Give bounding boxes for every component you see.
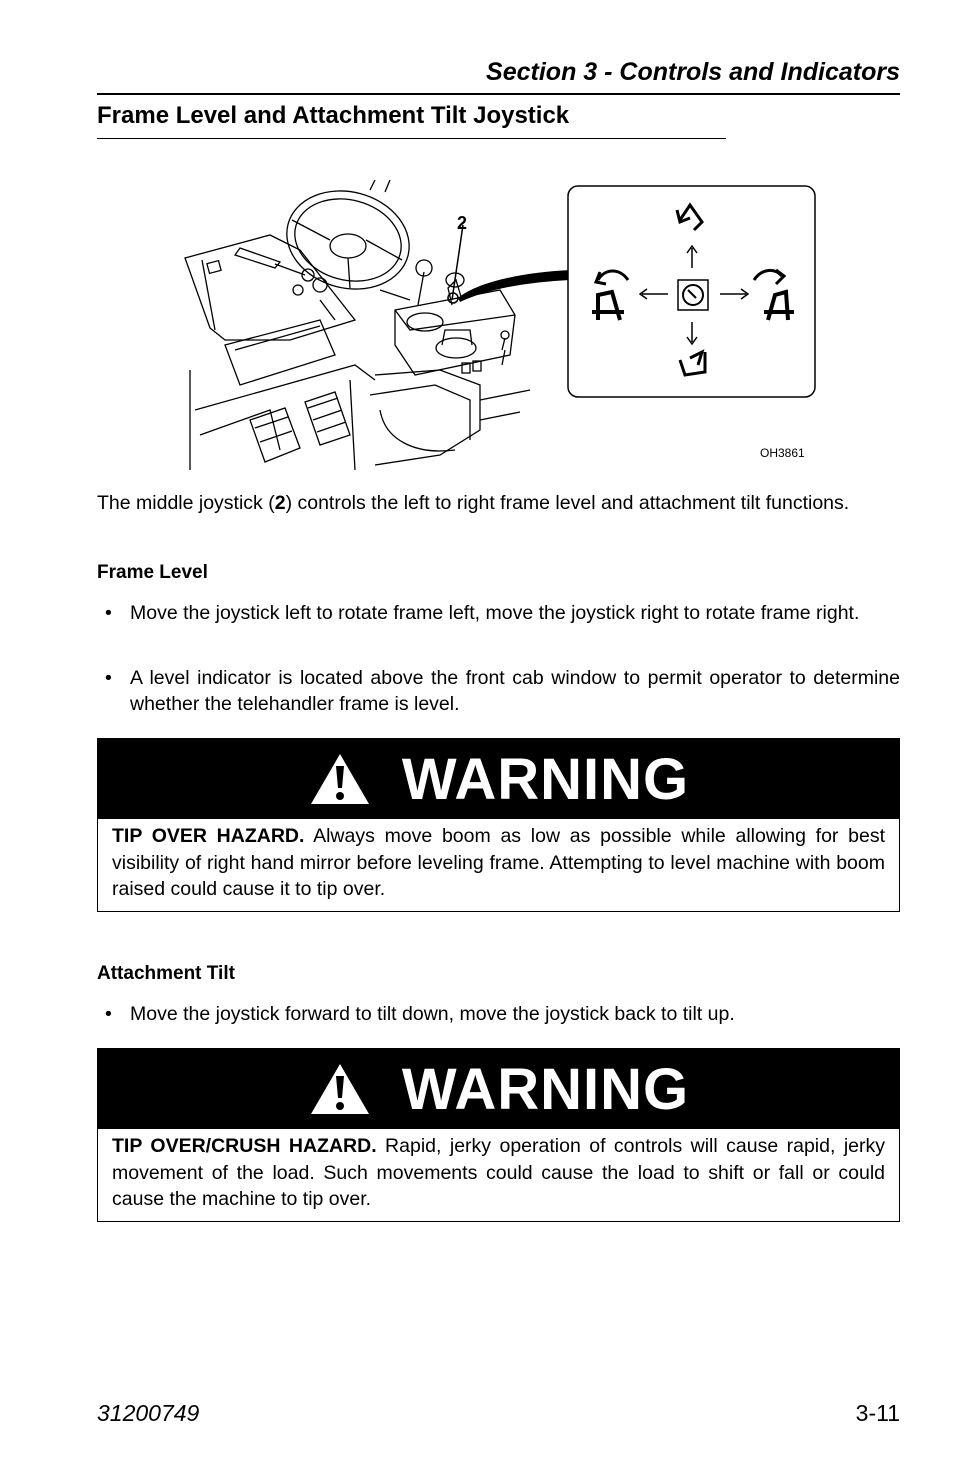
warning-box-tip-over xyxy=(97,738,900,912)
list-item: • Move the joystick left to rotate frame left, move the joystick right to rotate frame right. xyxy=(105,602,860,624)
list-item: • A level indicator is located above the front cab window to permit operator to determine whether the telehandler frame is level. xyxy=(105,667,900,715)
document-number: 31200749 xyxy=(97,1400,200,1426)
warning-triangle-icon xyxy=(308,751,372,807)
warning-text: TIP OVER HAZARD. Always move boom as low as possible while allowing for best visibility of right hand mirror before leveling frame. Attempting to level machine with boom raised could cause it to tip over. xyxy=(112,825,885,900)
warning-triangle-icon xyxy=(308,1061,372,1117)
warning-banner xyxy=(98,1049,899,1129)
warning-label: WARNING xyxy=(401,746,690,812)
warning-label: WARNING xyxy=(401,1056,690,1122)
section-header: Section 3 - Controls and Indicators xyxy=(97,58,900,95)
page-number: 3-11 xyxy=(855,1400,900,1426)
warning-banner xyxy=(98,739,899,819)
intro-paragraph: The middle joystick (2) controls the left to right frame level and attachment tilt functions. xyxy=(97,492,850,514)
bullet-icon: • xyxy=(105,1003,112,1025)
page-title: Frame Level and Attachment Tilt Joystick xyxy=(97,102,726,139)
joystick-illustration xyxy=(180,180,820,470)
intro-bold: 2 xyxy=(274,492,286,514)
bullet-icon: • xyxy=(105,667,112,689)
frame-level-heading: Frame Level xyxy=(97,562,208,583)
list-item: • Move the joystick forward to tilt down, move the joystick back to tilt up. xyxy=(105,1003,735,1025)
figure-code: OH3861 xyxy=(760,446,805,460)
joystick-decal-inset xyxy=(568,186,815,397)
warning-text: TIP OVER/CRUSH HAZARD. Rapid, jerky operation of controls will cause rapid, jerky movement of the load. Such movements could cause the load to shift or fall or could cause the machine to tip over. xyxy=(112,1135,886,1210)
figure-callout: 2 xyxy=(457,213,468,233)
bullet-icon: • xyxy=(105,602,112,624)
warning-box-crush xyxy=(97,1048,900,1222)
attachment-tilt-heading: Attachment Tilt xyxy=(97,963,235,984)
